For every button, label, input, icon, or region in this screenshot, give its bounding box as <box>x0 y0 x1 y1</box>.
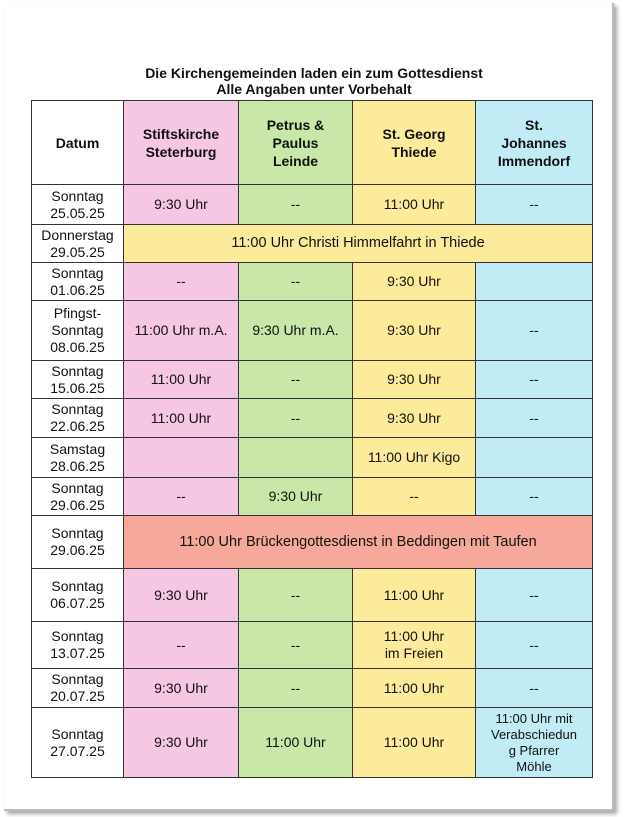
header-row <box>32 101 593 185</box>
table-row <box>32 399 593 438</box>
cell-petrus-paulus <box>239 438 353 478</box>
cell-st-johannes: -- <box>476 569 593 622</box>
cell-stiftskirche: 9:30 Uhr <box>124 185 239 225</box>
cell-st-georg: 9:30 Uhr <box>353 301 476 361</box>
page-heading <box>4 65 624 97</box>
header-stiftskirche <box>124 101 239 185</box>
cell-petrus-paulus: 9:30 Uhr m.A. <box>239 301 353 361</box>
header-line: St. Georg <box>382 125 446 142</box>
date-line: Sonntag <box>51 401 104 417</box>
date-cell <box>32 478 124 516</box>
date-line: 06.07.25 <box>50 595 105 611</box>
date-line: 20.07.25 <box>50 688 105 704</box>
date-line: Sonntag <box>51 578 104 594</box>
cell-stiftskirche: 11:00 Uhr m.A. <box>124 301 239 361</box>
cell-line: Möhle <box>516 758 552 774</box>
cell-petrus-paulus: -- <box>239 361 353 399</box>
table-row <box>32 478 593 516</box>
cell-st-johannes: -- <box>476 669 593 708</box>
schedule-body <box>32 185 593 778</box>
cell-st-johannes: -- <box>476 399 593 438</box>
document-page <box>4 3 614 811</box>
cell-st-johannes: -- <box>476 478 593 516</box>
date-line: Pfingst- <box>53 305 102 321</box>
date-line: Sonntag <box>51 628 104 644</box>
date-cell <box>32 669 124 708</box>
header-line: Steterburg <box>145 143 217 160</box>
cell-petrus-paulus: -- <box>239 399 353 438</box>
cell-stiftskirche: -- <box>124 263 239 301</box>
service-schedule-table <box>31 100 593 778</box>
cell-stiftskirche: 11:00 Uhr <box>124 399 239 438</box>
header-line: St. <box>525 116 543 133</box>
cell-st-johannes: -- <box>476 185 593 225</box>
cell-st-georg: -- <box>353 478 476 516</box>
cell-petrus-paulus: -- <box>239 263 353 301</box>
date-line: Sonntag <box>51 525 104 541</box>
date-cell <box>32 263 124 301</box>
cell-st-johannes: -- <box>476 622 593 669</box>
table-row <box>32 361 593 399</box>
date-line: 29.06.25 <box>50 542 105 558</box>
date-line: 29.05.25 <box>50 243 105 260</box>
cell-petrus-paulus: 9:30 Uhr <box>239 478 353 516</box>
cell-petrus-paulus: -- <box>239 569 353 622</box>
table-row <box>32 263 593 301</box>
cell-stiftskirche <box>124 438 239 478</box>
table-row <box>32 569 593 622</box>
cell-line: g Pfarrer <box>508 742 560 758</box>
cell-stiftskirche: 9:30 Uhr <box>124 708 239 778</box>
header-petrus-paulus <box>239 101 353 185</box>
date-line: Donnerstag <box>41 226 114 243</box>
date-line: 15.06.25 <box>50 379 105 396</box>
header-datum: Datum <box>32 101 124 185</box>
date-line: Sonntag <box>51 362 104 379</box>
header-line: Stiftskirche <box>142 125 220 142</box>
date-line: 13.07.25 <box>50 645 105 661</box>
date-cell <box>32 438 124 478</box>
cell-st-johannes: -- <box>476 301 593 361</box>
cell-st-johannes <box>476 263 593 301</box>
table-row <box>32 669 593 708</box>
header-line: Johannes <box>501 134 567 151</box>
cell-line: im Freien <box>384 645 444 661</box>
date-line: 28.06.25 <box>50 457 105 474</box>
cell-petrus-paulus: 11:00 Uhr <box>239 708 353 778</box>
date-line: Sonntag <box>51 479 104 496</box>
table-row <box>32 225 593 263</box>
date-line: 25.05.25 <box>50 204 105 221</box>
cell-stiftskirche: 9:30 Uhr <box>124 569 239 622</box>
cell-st-georg: 11:00 Uhr Kigo <box>353 438 476 478</box>
date-line: Samstag <box>49 440 106 457</box>
header-line: Leinde <box>272 152 319 169</box>
table-row <box>32 622 593 669</box>
table-row <box>32 301 593 361</box>
cell-line: 11:00 Uhr <box>383 628 445 644</box>
date-cell <box>32 361 124 399</box>
date-line: Sonntag <box>51 725 104 742</box>
header-line: Paulus <box>272 134 319 151</box>
cell-st-georg: 11:00 Uhr <box>353 569 476 622</box>
date-cell <box>32 569 124 622</box>
date-line: Sonntag <box>51 187 104 204</box>
table-row <box>32 708 593 778</box>
table-row <box>32 185 593 225</box>
date-line: Sonntag <box>51 671 104 687</box>
cell-st-georg: 9:30 Uhr <box>353 361 476 399</box>
date-cell <box>32 185 124 225</box>
date-cell <box>32 301 124 361</box>
date-line: Sonntag <box>51 264 104 281</box>
header-st-johannes <box>476 101 593 185</box>
date-line: 08.06.25 <box>50 339 105 355</box>
cell-st-georg: 11:00 Uhr <box>353 669 476 708</box>
date-cell <box>32 399 124 438</box>
cell-petrus-paulus: -- <box>239 622 353 669</box>
joint-service-cell: 11:00 Uhr Christi Himmelfahrt in Thiede <box>124 225 593 263</box>
cell-line: 11:00 Uhr mit <box>495 710 573 726</box>
heading-line-2: Alle Angaben unter Vorbehalt <box>216 81 412 97</box>
cell-line: Verabschiedun <box>490 726 577 742</box>
header-line: Thiede <box>391 143 437 160</box>
joint-service-cell: 11:00 Uhr Brückengottesdienst in Beddingen mit Taufen <box>124 516 593 569</box>
date-line: 22.06.25 <box>50 418 105 434</box>
cell-st-johannes: -- <box>476 361 593 399</box>
cell-st-johannes <box>476 708 593 778</box>
cell-petrus-paulus: -- <box>239 669 353 708</box>
header-line: Immendorf <box>497 152 571 169</box>
table-row <box>32 516 593 569</box>
cell-st-georg: 11:00 Uhr <box>353 708 476 778</box>
header-line: Petrus & <box>266 116 325 133</box>
cell-st-georg: 9:30 Uhr <box>353 263 476 301</box>
table-row <box>32 438 593 478</box>
date-line: 29.06.25 <box>50 496 105 513</box>
date-cell <box>32 516 124 569</box>
date-cell <box>32 708 124 778</box>
cell-st-johannes <box>476 438 593 478</box>
cell-stiftskirche: -- <box>124 478 239 516</box>
cell-stiftskirche: 11:00 Uhr <box>124 361 239 399</box>
date-line: 01.06.25 <box>50 281 105 298</box>
header-st-georg <box>353 101 476 185</box>
date-cell <box>32 622 124 669</box>
cell-st-georg <box>353 622 476 669</box>
date-cell <box>32 225 124 263</box>
cell-stiftskirche: -- <box>124 622 239 669</box>
cell-st-georg: 11:00 Uhr <box>353 185 476 225</box>
heading-line-1: Die Kirchengemeinden laden ein zum Gottesdienst <box>145 65 483 81</box>
cell-petrus-paulus: -- <box>239 185 353 225</box>
cell-stiftskirche: 9:30 Uhr <box>124 669 239 708</box>
cell-st-georg: 9:30 Uhr <box>353 399 476 438</box>
date-line: 27.07.25 <box>50 742 105 759</box>
date-line: Sonntag <box>51 322 104 338</box>
